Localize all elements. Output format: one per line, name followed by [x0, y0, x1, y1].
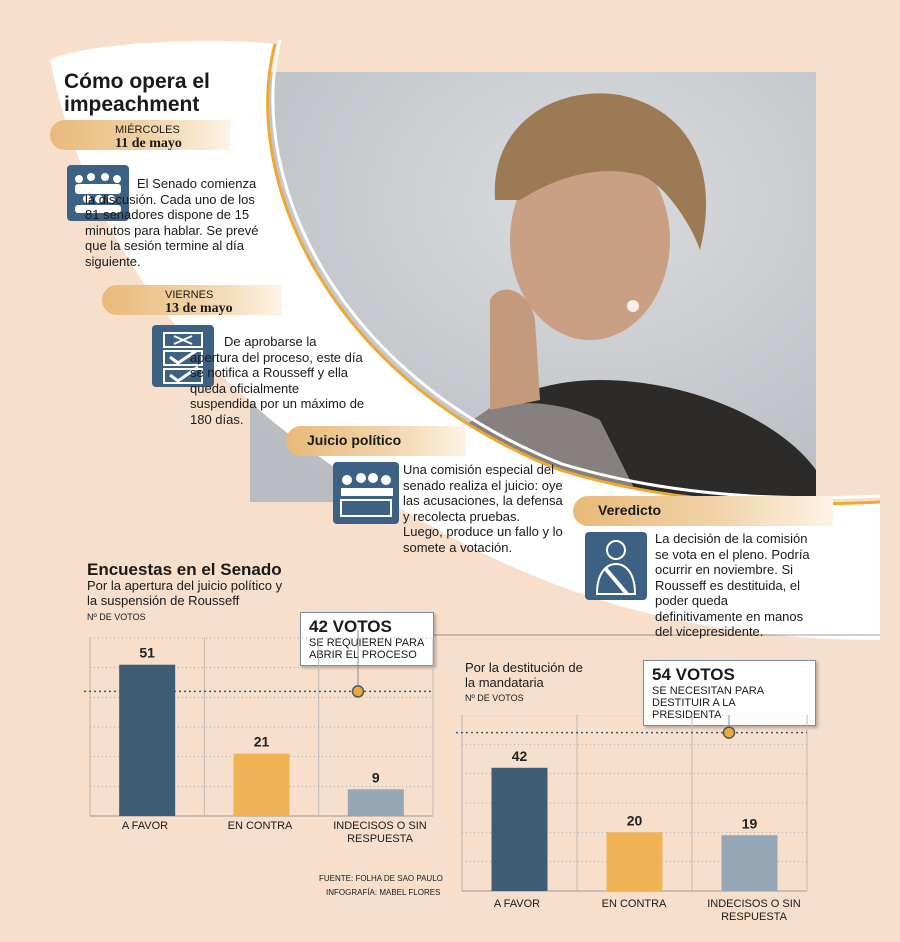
- section-title: Encuestas en el Senado: [87, 560, 282, 579]
- chart-2-bar: [607, 832, 663, 891]
- chart-2: [455, 715, 815, 895]
- step-1-text: El Senado comienza la discusión. Cada uno de los 81 senadores dispone de 15 minutos para hablar. Se prevé que la sesión termine al día siguiente.: [85, 176, 259, 269]
- chart-2-threshold-text: SE NECESITAN PARA DESTITUIR A LA PRESIDENTA: [652, 685, 764, 721]
- chart-1-cat-contra: EN CONTRA: [227, 820, 293, 832]
- chart-2-bar-label: 19: [741, 815, 758, 832]
- chart-1-bar-label: 21: [253, 733, 270, 750]
- chart-1-threshold-text: SE REQUIEREN PARA ABRIR EL PROCESO: [309, 637, 424, 661]
- chart-2-title: Por la destitución de la mandataria: [465, 660, 583, 690]
- chart-2-cat-contra: EN CONTRA: [601, 898, 667, 910]
- chart-1-ylabel: Nº DE VOTOS: [87, 612, 146, 622]
- chart-1-bar-label: 51: [139, 644, 155, 661]
- chart-1-bar: [119, 665, 175, 816]
- chart-1-bar: [234, 754, 290, 816]
- chart-2-threshold-marker: [724, 727, 735, 738]
- chart-1-bar-label: 9: [371, 769, 380, 786]
- chart-1-cat-favor: A FAVOR: [121, 820, 169, 832]
- step-2-day: VIERNES: [165, 289, 214, 301]
- step-4-text: La decisión de la comisión se vota en el pleno. Podría ocurrir en noviembre. Si Rousseff es destituida, el poder queda definitivamente en manos del vicepresidente.: [655, 531, 810, 639]
- chart-2-bar-label: 20: [626, 812, 643, 829]
- president-sash-icon: [585, 532, 647, 600]
- chart-2-cat-favor: A FAVOR: [493, 898, 541, 910]
- step-2-date: 13 de mayo: [165, 301, 233, 316]
- page-title: Cómo opera el impeachment: [64, 70, 210, 116]
- chart-2-bar-label: 42: [511, 747, 528, 764]
- credit-source: FUENTE: FOLHA DE SAO PAULO: [319, 874, 443, 883]
- chart-1: [80, 630, 440, 850]
- chart-2-bar: [492, 768, 548, 891]
- chart-2-ylabel: Nº DE VOTOS: [465, 693, 524, 703]
- step-1-date: 11 de mayo: [115, 136, 182, 151]
- chart-1-bar: [348, 789, 404, 816]
- chart-1-cat-indecisos: INDECISOS O SIN RESPUESTA: [333, 820, 427, 845]
- step-3-text: Una comisión especial del senado realiza el juicio: oye las acusaciones, la defensa y recolecta pruebas. Luego, produce un fallo y lo somete a votación.: [403, 462, 563, 555]
- chart-1-threshold-marker: [353, 686, 364, 697]
- step-4-label: Veredicto: [598, 502, 662, 518]
- chart-1-title: Por la apertura del juicio político y la suspensión de Rousseff: [87, 578, 283, 608]
- chart-2-bar: [722, 835, 778, 891]
- step-2-text: De aprobarse la apertura del proceso, este día se notifica a Rousseff y ella queda oficialmente suspendida por un máximo de 180 días.: [190, 334, 365, 427]
- step-3-label: Juicio político: [307, 432, 402, 448]
- step-1-day: MIÉRCOLES: [115, 124, 180, 136]
- chart-2-threshold-value: 54 VOTOS: [652, 665, 735, 684]
- credit-infographic: INFOGRAFÍA: MABEL FLORES: [326, 888, 441, 897]
- commission-icon: [333, 462, 399, 524]
- chart-1-threshold-value: 42 VOTOS: [309, 617, 392, 636]
- chart-2-cat-indecisos: INDECISOS O SIN RESPUESTA: [707, 898, 801, 923]
